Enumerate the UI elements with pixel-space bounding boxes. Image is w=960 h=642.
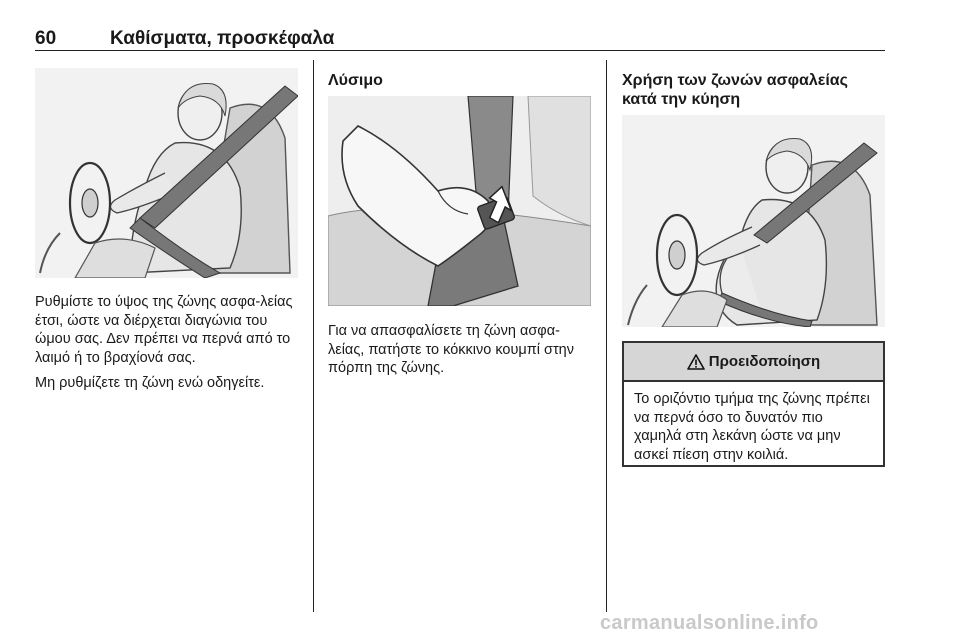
belt-release-illustration: [328, 96, 591, 306]
watermark[interactable]: carmanualsonline.info: [600, 612, 819, 634]
warning-header: [624, 343, 883, 382]
warning-box: [622, 341, 885, 467]
column-divider-1: [313, 60, 314, 612]
pregnancy-belt-illustration: [622, 115, 885, 327]
pregnancy-belt-drawing: [622, 115, 885, 327]
col1-paragraph-2: Μη ρυθμίζετε τη ζώνη ενώ οδηγείτε.: [35, 375, 265, 391]
col2-paragraph: Για να απασφαλίσετε τη ζώνη ασφα-λείας, πατήστε το κόκκινο κουμπί στην πόρπη της ζώνης.: [328, 323, 574, 376]
col1-paragraph-1: Ρυθμίστε το ύψος της ζώνης ασφα-λείας έτσι, ώστε να διέρχεται διαγώνια του ώμου σας. Δεν πρέπει να περνά από το λαιμό ή το βραχίονά σας.: [35, 294, 293, 366]
belt-release-drawing: [328, 96, 591, 306]
page-number: 60: [35, 28, 57, 49]
seatbelt-adjust-drawing: [35, 68, 298, 278]
warning-title: Προειδοποίηση: [708, 353, 821, 370]
col3-heading: Χρήση των ζωνών ασφαλείας κατά την κύηση: [622, 72, 848, 108]
seatbelt-adjust-illustration: [35, 68, 298, 278]
warning-text: Το οριζόντιο τμήμα της ζώνης πρέπει να περνά όσο το δυνατόν πιο χαμηλά στη λεκάνη ώστε να μην ασκεί πίεση στην κοιλιά.: [634, 391, 870, 463]
col2-heading: Λύσιμο: [328, 72, 383, 89]
header-rule: [35, 50, 885, 51]
column-divider-2: [606, 60, 607, 612]
warning-triangle-icon: [687, 354, 705, 370]
page-title: Καθίσματα, προσκέφαλα: [110, 28, 335, 49]
